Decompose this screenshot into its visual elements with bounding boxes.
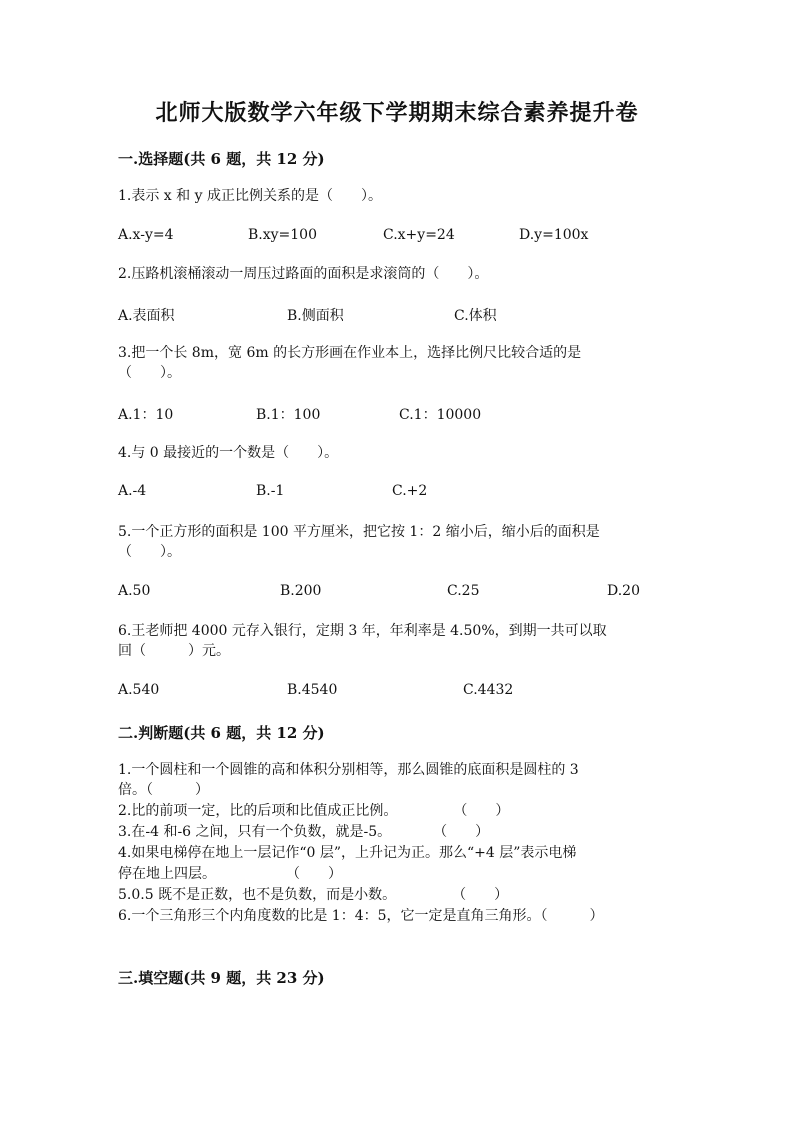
q6-option-a: A.540 (118, 682, 160, 698)
judge-item-5: 5.0.5 既不是正数，也不是负数，而是小数。 （ ） (118, 887, 509, 903)
q5-option-b: B.200 (280, 583, 322, 599)
q1-option-c: C.x+y=24 (383, 227, 455, 243)
q1-option-a: A.x-y=4 (118, 227, 174, 243)
q3-option-a: A.1：10 (118, 407, 174, 423)
question-2-stem: 2.压路机滚桶滚动一周压过路面的面积是求滚筒的（ ）。 (118, 266, 489, 282)
judge-item-2: 2.比的前项一定，比的后项和比值成正比例。 （ ） (118, 803, 510, 819)
question-4-stem: 4.与 0 最接近的一个数是（ ）。 (118, 445, 339, 461)
q5-option-c: C.25 (447, 583, 480, 599)
q5-option-d: D.20 (607, 583, 640, 599)
q4-option-b: B.-1 (256, 483, 285, 499)
judge-item-3: 3.在-4 和-6 之间，只有一个负数，就是-5。 （ ） (118, 824, 490, 840)
question-5-stem-line-2: （ ）。 (118, 544, 181, 560)
question-6-stem-line-2: 回（ ）元。 (118, 643, 230, 659)
q1-option-b: B.xy=100 (248, 227, 317, 243)
q4-option-a: A.-4 (118, 483, 147, 499)
section-heading-true-false: 二.判断题(共 6 题，共 12 分) (118, 724, 325, 742)
q2-option-c: C.体积 (454, 308, 497, 324)
q2-option-b: B.侧面积 (287, 308, 344, 324)
q6-option-b: B.4540 (287, 682, 338, 698)
judge-item-1-line-1: 1.一个圆柱和一个圆锥的高和体积分别相等，那么圆锥的底面积是圆柱的 3 (118, 762, 579, 778)
judge-item-4-line-1: 4.如果电梯停在地上一层记作“0 层”，上升记为正。那么“+4 层”表示电梯 (118, 845, 577, 861)
question-1-stem: 1.表示 x 和 y 成正比例关系的是（ ）。 (118, 188, 382, 204)
question-5-stem-line-1: 5.一个正方形的面积是 100 平方厘米，把它按 1：2 缩小后，缩小后的面积是 (118, 524, 600, 540)
judge-item-6: 6.一个三角形三个内角度数的比是 1：4：5，它一定是直角三角形。（ ） (118, 908, 604, 924)
q6-option-c: C.4432 (463, 682, 514, 698)
q4-option-c: C.+2 (392, 483, 428, 499)
section-heading-fill-in: 三.填空题(共 9 题，共 23 分) (118, 969, 325, 987)
section-heading-multiple-choice: 一.选择题(共 6 题，共 12 分) (118, 150, 325, 168)
q3-option-b: B.1：100 (256, 407, 321, 423)
q1-option-d: D.y=100x (519, 227, 589, 243)
judge-item-1-line-2: 倍。（ ） (118, 782, 209, 798)
q2-option-a: A.表面积 (118, 308, 175, 324)
q3-option-c: C.1：10000 (399, 407, 482, 423)
q5-option-a: A.50 (118, 583, 151, 599)
question-3-stem-line-2: （ ）。 (118, 365, 181, 381)
exam-title: 北师大版数学六年级下学期期末综合素养提升卷 (155, 100, 639, 126)
question-6-stem-line-1: 6.王老师把 4000 元存入银行，定期 3 年，年利率是 4.50%，到期一共可以取 (118, 623, 607, 639)
question-3-stem-line-1: 3.把一个长 8m，宽 6m 的长方形画在作业本上，选择比例尺比较合适的是 (118, 345, 582, 361)
judge-item-4-line-2: 停在地上四层。 （ ） (118, 866, 342, 882)
